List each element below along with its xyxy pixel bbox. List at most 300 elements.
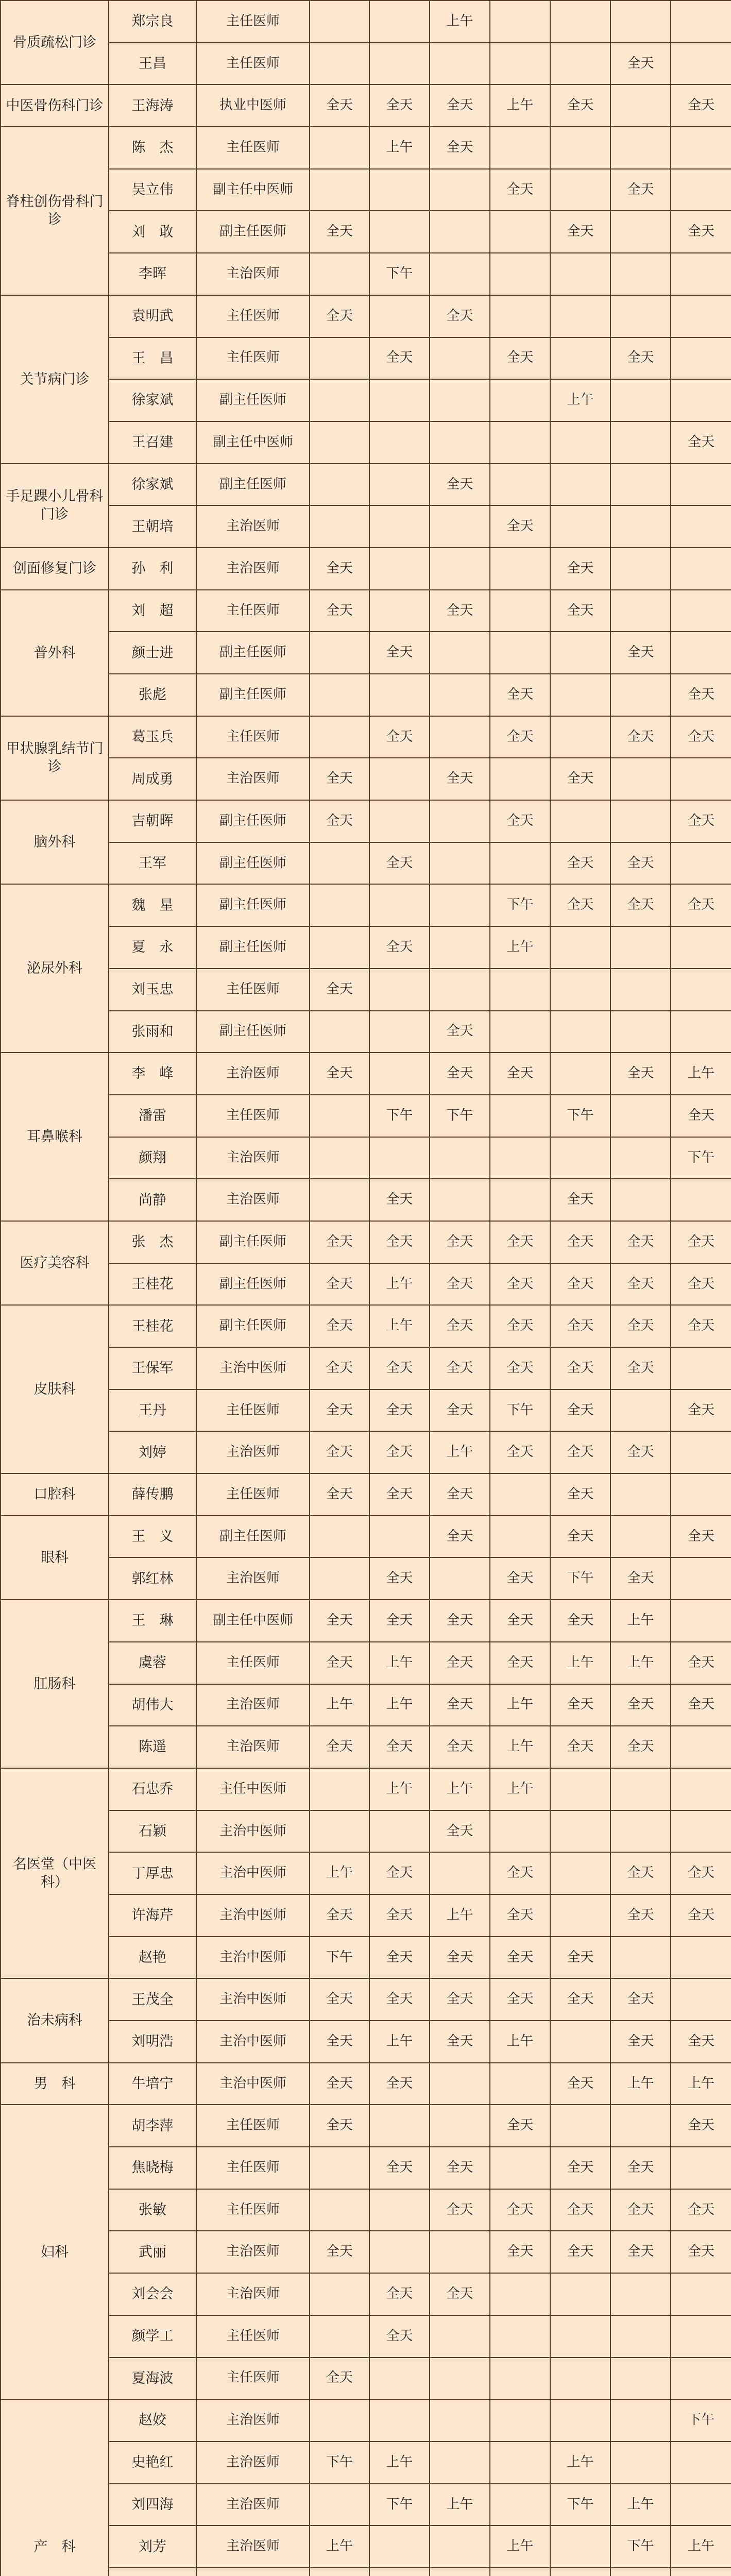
doctor-title: 主治中医师 [196,2063,310,2105]
schedule-slot [430,2105,490,2147]
schedule-slot [490,464,550,506]
doctor-title: 副主任医师 [196,1305,310,1347]
schedule-slot: 全天 [369,84,430,127]
schedule-slot [550,800,610,842]
doctor-name: 胡伟大 [109,1684,196,1726]
schedule-slot: 全天 [310,2105,369,2147]
schedule-slot: 上午 [550,2442,610,2484]
schedule-slot [490,253,550,295]
schedule-slot: 全天 [610,884,671,926]
schedule-slot [430,674,490,716]
schedule-slot [310,2484,369,2526]
schedule-slot [310,1810,369,1853]
schedule-slot: 全天 [310,1978,369,2021]
schedule-slot [369,1810,430,1853]
schedule-slot: 全天 [430,1684,490,1726]
schedule-slot: 全天 [550,1389,610,1432]
doctor-name: 李晖 [109,253,196,295]
schedule-slot [550,2358,610,2400]
schedule-slot: 下午 [369,1095,430,1137]
doctor-title: 主治医师 [196,253,310,295]
schedule-slot [430,337,490,380]
schedule-slot [671,1431,731,1473]
doctor-title: 主任医师 [196,2315,310,2358]
table-row [1,1347,731,1389]
schedule-slot: 全天 [610,1852,671,1894]
schedule-slot: 下午 [671,2399,731,2442]
schedule-slot: 全天 [430,1642,490,1684]
table-row [1,2399,731,2442]
department-name: 关节病门诊 [1,295,109,464]
schedule-slot: 全天 [490,2189,550,2231]
schedule-slot: 全天 [550,84,610,127]
schedule-slot: 全天 [430,1516,490,1558]
schedule-slot: 全天 [369,1431,430,1473]
doctor-title: 主任医师 [196,1642,310,1684]
schedule-slot [671,1347,731,1389]
schedule-slot [610,421,671,464]
schedule-slot [550,1,610,43]
schedule-slot [310,43,369,85]
table-row [1,1600,731,1642]
schedule-slot [490,1179,550,1221]
doctor-title: 副主任医师 [196,842,310,885]
department-name: 普外科 [1,590,109,716]
schedule-slot: 全天 [610,1263,671,1306]
schedule-slot: 全天 [310,1894,369,1937]
schedule-slot [369,800,430,842]
schedule-slot [490,2358,550,2400]
table-row [1,632,731,674]
doctor-name: 石颖 [109,1810,196,1853]
schedule-slot [430,1557,490,1600]
schedule-slot [369,1053,430,1095]
doctor-title: 主任医师 [196,969,310,1011]
department-name: 男 科 [1,2063,109,2105]
department-name: 创面修复门诊 [1,548,109,590]
schedule-slot: 全天 [610,2231,671,2273]
schedule-slot: 全天 [430,758,490,800]
schedule-slot [430,2526,490,2568]
schedule-slot: 全天 [610,2147,671,2189]
schedule-slot [610,926,671,969]
doctor-name: 刘芳 [109,2526,196,2568]
table-row [1,211,731,253]
doctor-title: 主任医师 [196,2147,310,2189]
schedule-slot [671,2442,731,2484]
schedule-slot [610,969,671,1011]
schedule-slot [671,253,731,295]
doctor-name: 张敏 [109,2189,196,2231]
doctor-name: 陈遥 [109,1726,196,1768]
schedule-slot: 全天 [671,1389,731,1432]
department-name: 妇科 [1,2105,109,2399]
doctor-name: 牛培宁 [109,2063,196,2105]
schedule-slot: 全天 [369,842,430,885]
doctor-name: 刘明浩 [109,2021,196,2063]
doctor-title: 主治医师 [196,1557,310,1600]
schedule-slot [369,969,430,1011]
doctor-title: 主治中医师 [196,1852,310,1894]
schedule-slot: 全天 [490,2105,550,2147]
schedule-slot: 全天 [671,1894,731,1937]
schedule-slot: 上午 [310,2526,369,2568]
schedule-slot: 全天 [490,800,550,842]
schedule-slot: 上午 [369,2442,430,2484]
schedule-slot: 上午 [369,1684,430,1726]
doctor-title: 主治中医师 [196,1810,310,1853]
schedule-slot [430,2358,490,2400]
doctor-name: 尚静 [109,1179,196,1221]
schedule-slot: 下午 [369,253,430,295]
table-row [1,674,731,716]
department-name: 耳鼻喉科 [1,1053,109,1221]
schedule-slot: 全天 [430,2189,490,2231]
doctor-title: 主任医师 [196,2358,310,2400]
schedule-slot [310,337,369,380]
schedule-slot: 全天 [550,1684,610,1726]
schedule-slot: 全天 [310,758,369,800]
doctor-title: 主任医师 [196,1095,310,1137]
schedule-slot [671,464,731,506]
schedule-slot: 全天 [490,1894,550,1937]
schedule-slot: 全天 [430,1011,490,1053]
schedule-slot [550,1852,610,1894]
schedule-slot [671,43,731,85]
schedule-slot [369,1011,430,1053]
table-row [1,1726,731,1768]
schedule-slot: 全天 [310,1473,369,1516]
department-name: 肛肠科 [1,1600,109,1768]
schedule-slot: 全天 [369,1473,430,1516]
schedule-slot [490,127,550,169]
schedule-slot: 全天 [550,884,610,926]
doctor-name: 许海芹 [109,1894,196,1937]
table-row [1,716,731,758]
schedule-slot: 全天 [369,2063,430,2105]
schedule-slot [610,1137,671,1179]
doctor-name: 王 琳 [109,1600,196,1642]
schedule-slot: 全天 [310,1431,369,1473]
schedule-slot: 全天 [610,1978,671,2021]
schedule-slot: 全天 [369,2273,430,2315]
schedule-slot [671,1978,731,2021]
schedule-slot [369,1516,430,1558]
schedule-slot [310,421,369,464]
schedule-slot: 全天 [550,1978,610,2021]
schedule-slot: 上午 [369,1642,430,1684]
schedule-slot [490,2147,550,2189]
schedule-slot [490,969,550,1011]
schedule-slot: 上午 [610,1642,671,1684]
schedule-slot [610,2442,671,2484]
schedule-slot: 全天 [610,1305,671,1347]
schedule-slot: 全天 [550,590,610,632]
doctor-title: 副主任医师 [196,632,310,674]
schedule-slot: 全天 [610,1894,671,1937]
schedule-slot: 全天 [610,842,671,885]
schedule-slot [369,464,430,506]
doctor-title: 主治医师 [196,2526,310,2568]
schedule-slot [490,379,550,421]
table-row [1,1852,731,1894]
schedule-slot: 上午 [610,2484,671,2526]
schedule-slot: 全天 [310,548,369,590]
schedule-slot: 全天 [369,2315,430,2358]
schedule-slot [550,926,610,969]
schedule-slot: 下午 [310,2442,369,2484]
schedule-slot: 上午 [310,1852,369,1894]
schedule-slot [610,1516,671,1558]
schedule-slot [671,1600,731,1642]
schedule-slot: 全天 [369,1978,430,2021]
schedule-slot: 全天 [610,1053,671,1095]
doctor-name: 张 杰 [109,1221,196,1263]
table-row [1,2273,731,2315]
department-name: 中医骨伤科门诊 [1,84,109,127]
schedule-slot [369,1137,430,1179]
schedule-slot [369,379,430,421]
schedule-slot [671,969,731,1011]
schedule-slot [610,1389,671,1432]
schedule-slot: 全天 [310,84,369,127]
department-name: 脑外科 [1,800,109,884]
schedule-slot [430,43,490,85]
schedule-slot [430,884,490,926]
table-row [1,253,731,295]
schedule-slot [369,211,430,253]
doctor-name: 石忠乔 [109,1768,196,1810]
doctor-title: 主治医师 [196,1726,310,1768]
table-row [1,1,731,43]
schedule-slot [610,2273,671,2315]
doctor-name: 焦晓梅 [109,2147,196,2189]
schedule-slot: 全天 [490,1053,550,1095]
doctor-title: 主任医师 [196,716,310,758]
schedule-slot [369,2526,430,2568]
schedule-slot: 上午 [310,1684,369,1726]
schedule-slot [550,253,610,295]
doctor-title [196,2568,310,2576]
table-row [1,1053,731,1095]
schedule-slot [671,1011,731,1053]
doctor-name: 王桂花 [109,1305,196,1347]
table-row [1,1011,731,1053]
schedule-slot: 全天 [490,674,550,716]
doctor-name: 徐家斌 [109,379,196,421]
schedule-slot: 全天 [550,1726,610,1768]
schedule-slot [550,2315,610,2358]
doctor-name: 陈 杰 [109,127,196,169]
schedule-slot [369,295,430,337]
doctor-title: 主任中医师 [196,1768,310,1810]
schedule-slot: 全天 [430,1347,490,1389]
schedule-slot [369,2358,430,2400]
doctor-title: 副主任中医师 [196,1600,310,1642]
department-name: 泌尿外科 [1,884,109,1053]
doctor-name: 吴立伟 [109,169,196,211]
doctor-name: 史艳红 [109,2442,196,2484]
schedule-slot [490,2273,550,2315]
schedule-slot [310,842,369,885]
schedule-slot: 全天 [369,1852,430,1894]
department-name: 手足踝小儿骨科门诊 [1,464,109,548]
schedule-slot: 全天 [671,84,731,127]
schedule-slot [610,2568,671,2576]
doctor-title: 执业中医师 [196,84,310,127]
schedule-slot: 全天 [610,43,671,85]
schedule-slot: 全天 [490,169,550,211]
doctor-title: 副主任医师 [196,884,310,926]
schedule-slot [610,295,671,337]
schedule-slot: 全天 [310,1347,369,1389]
schedule-slot: 全天 [490,1557,550,1600]
schedule-slot [430,2231,490,2273]
schedule-slot: 全天 [550,842,610,885]
table-row [1,2358,731,2400]
schedule-slot: 上午 [430,2484,490,2526]
doctor-name: 王军 [109,842,196,885]
schedule-slot [550,2273,610,2315]
schedule-slot: 全天 [310,590,369,632]
doctor-name: 刘婷 [109,1431,196,1473]
schedule-slot: 全天 [430,1263,490,1306]
schedule-slot [671,590,731,632]
schedule-slot [550,1810,610,1853]
doctor-name: 丁厚忠 [109,1852,196,1894]
schedule-slot: 全天 [550,1473,610,1516]
schedule-slot [490,842,550,885]
schedule-slot [430,211,490,253]
doctor-title: 主治中医师 [196,1347,310,1389]
schedule-slot: 下午 [550,1557,610,1600]
doctor-name: 袁明武 [109,295,196,337]
schedule-slot [369,2189,430,2231]
schedule-slot [369,2568,430,2576]
table-row [1,1557,731,1600]
schedule-slot: 全天 [369,716,430,758]
schedule-slot [610,1095,671,1137]
schedule-slot: 上午 [671,2526,731,2568]
table-row [1,2315,731,2358]
schedule-slot [490,2484,550,2526]
schedule-slot: 全天 [671,2105,731,2147]
schedule-slot [490,1137,550,1179]
table-row [1,2021,731,2063]
doctor-name: 赵姣 [109,2399,196,2442]
schedule-slot: 全天 [430,2021,490,2063]
schedule-slot: 下午 [610,2526,671,2568]
schedule-slot: 全天 [490,1221,550,1263]
schedule-slot [490,2063,550,2105]
schedule-slot [550,674,610,716]
doctor-title: 主治中医师 [196,1894,310,1937]
schedule-slot: 全天 [430,1978,490,2021]
doctor-title: 副主任医师 [196,674,310,716]
doctor-name: 王丹 [109,1389,196,1432]
department-name: 名医堂（中医科） [1,1768,109,1978]
table-row [1,295,731,337]
schedule-slot: 全天 [610,2189,671,2231]
schedule-slot [610,1810,671,1853]
schedule-slot: 全天 [671,716,731,758]
doctor-title: 副主任医师 [196,1011,310,1053]
schedule-slot [310,1768,369,1810]
schedule-slot [430,2063,490,2105]
schedule-slot [369,884,430,926]
schedule-slot [369,1,430,43]
doctor-name: 夏 永 [109,926,196,969]
schedule-slot: 上午 [369,1263,430,1306]
schedule-slot: 全天 [490,1937,550,1979]
department-name: 甲状腺乳结节门诊 [1,716,109,800]
schedule-slot [430,1137,490,1179]
doctor-title: 主治中医师 [196,2021,310,2063]
doctor-title: 主治中医师 [196,1937,310,1979]
table-row [1,379,731,421]
schedule-slot [610,800,671,842]
schedule-slot [490,1095,550,1137]
table-row [1,1137,731,1179]
schedule-slot [369,169,430,211]
doctor-name: 张彪 [109,674,196,716]
schedule-slot: 下午 [550,1095,610,1137]
schedule-slot [430,253,490,295]
schedule-slot: 全天 [550,211,610,253]
doctor-name: 虞蓉 [109,1642,196,1684]
schedule-slot [430,2568,490,2576]
schedule-slot [430,926,490,969]
schedule-slot [430,379,490,421]
schedule-slot [490,2399,550,2442]
department-name: 口腔科 [1,1473,109,1516]
doctor-name: 颜士进 [109,632,196,674]
schedule-slot: 上午 [490,84,550,127]
schedule-slot [671,379,731,421]
doctor-title: 副主任中医师 [196,169,310,211]
schedule-slot [550,969,610,1011]
schedule-slot [310,169,369,211]
table-row [1,1389,731,1432]
schedule-slot [430,2315,490,2358]
schedule-slot: 全天 [430,464,490,506]
doctor-title: 副主任医师 [196,464,310,506]
doctor-name: 王昌 [109,43,196,85]
schedule-slot [430,1179,490,1221]
doctor-name: 王海涛 [109,84,196,127]
table-row [1,800,731,842]
schedule-slot [310,1516,369,1558]
schedule-slot: 下午 [490,1389,550,1432]
doctor-name: 王茂全 [109,1978,196,2021]
table-row [1,127,731,169]
schedule-slot [671,505,731,548]
schedule-slot: 全天 [310,295,369,337]
schedule-slot: 全天 [610,2021,671,2063]
schedule-slot: 全天 [490,1305,550,1347]
schedule-slot [610,1937,671,1979]
schedule-slot [671,758,731,800]
schedule-slot: 全天 [430,1600,490,1642]
schedule-slot: 全天 [430,295,490,337]
schedule-slot [310,1179,369,1221]
schedule-slot: 上午 [369,127,430,169]
schedule-slot: 全天 [310,1263,369,1306]
doctor-title: 主任医师 [196,127,310,169]
schedule-slot: 全天 [490,1431,550,1473]
schedule-slot: 上午 [610,1600,671,1642]
doctor-title: 主治医师 [196,548,310,590]
